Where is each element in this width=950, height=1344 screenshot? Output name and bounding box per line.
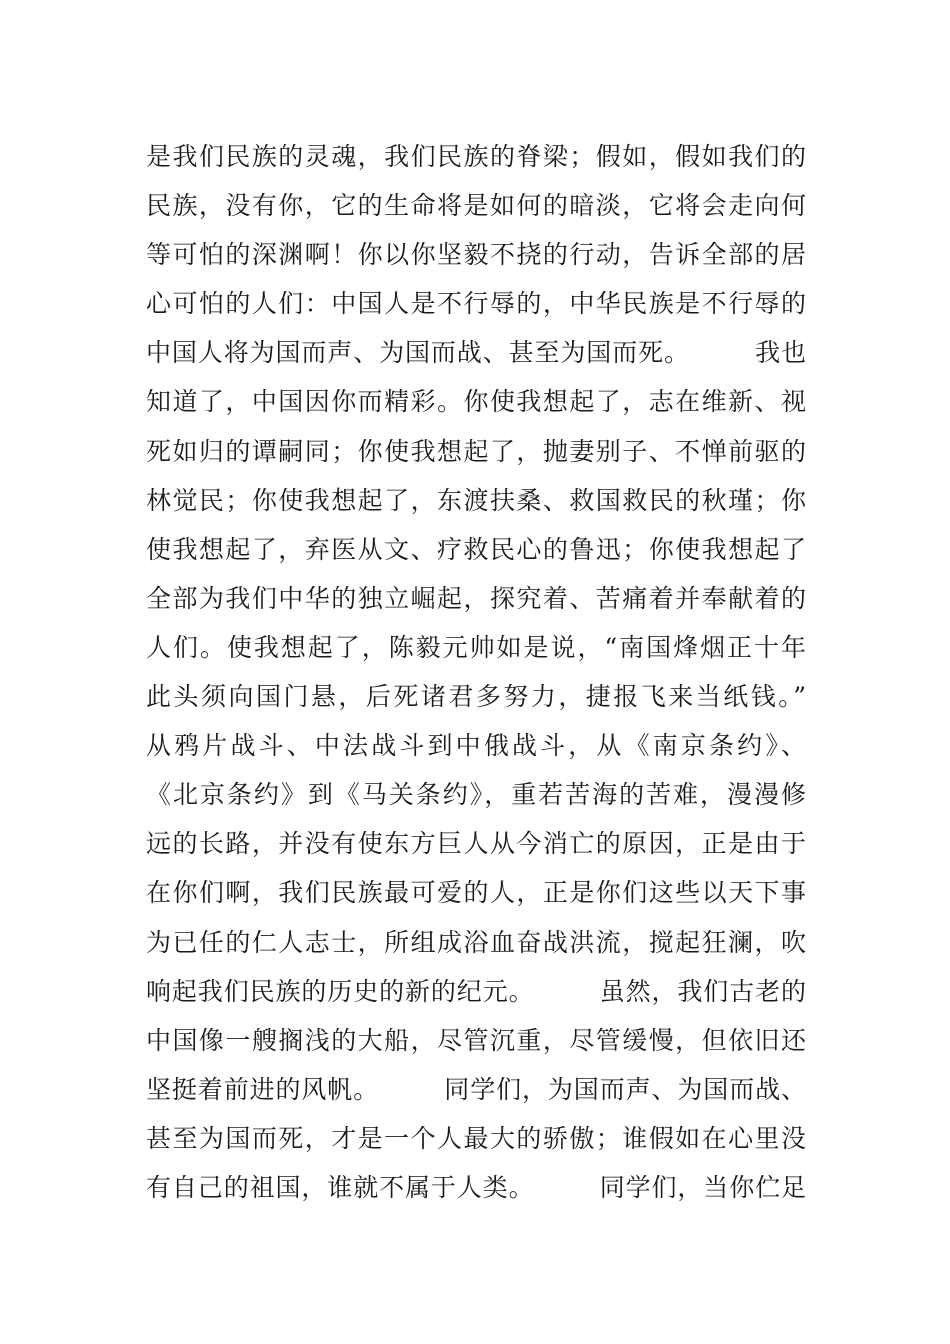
text-line: 林觉民；你使我想起了，东渡扶桑、救国救民的秋瑾；你 (146, 485, 806, 515)
text-line: 有自己的祖国，谁就不属于人类。 同学们，当你伫足 (146, 1172, 806, 1202)
text-line: 使我想起了，弃医从文、疗救民心的鲁迅；你使我想起了 (146, 534, 806, 564)
text-line: 死如归的谭嗣同；你使我想起了，抛妻别子、不惮前驱的 (146, 436, 806, 466)
text-line: 民族，没有你，它的生命将是如何的暗淡，它将会走向何 (146, 191, 806, 221)
text-line: 中国像一艘搁浅的大船，尽管沉重，尽管缓慢，但依旧还 (146, 1025, 806, 1055)
text-line: 坚挺着前进的风帆。 同学们，为国而声、为国而战、 (146, 1074, 806, 1104)
text-line: 甚至为国而死，才是一个人最大的骄傲；谁假如在心里没 (146, 1123, 806, 1153)
text-line: 从鸦片战斗、中法战斗到中俄战斗，从《南京条约》、 (146, 731, 806, 761)
text-line: 知道了，中国因你而精彩。你使我想起了，志在维新、视 (146, 387, 806, 417)
text-line: 全部为我们中华的独立崛起，探究着、苦痛着并奉献着的 (146, 583, 806, 613)
text-line: 响起我们民族的历史的新的纪元。 虽然，我们古老的 (146, 976, 806, 1006)
text-line: 等可怕的深渊啊！你以你坚毅不挠的行动，告诉全部的居 (146, 240, 806, 270)
text-line: 为已任的仁人志士，所组成浴血奋战洪流，搅起狂澜，吹 (146, 927, 806, 957)
text-line: 远的长路，并没有使东方巨人从今消亡的原因，正是由于 (146, 829, 806, 859)
text-line: 心可怕的人们：中国人是不行辱的，中华民族是不行辱的 (146, 289, 806, 319)
text-line: 中国人将为国而声、为国而战、甚至为国而死。 我也 (146, 338, 806, 368)
body-text (146, 132, 806, 1212)
text-line: 《北京条约》到《马关条约》，重若苦海的苦难，漫漫修 (146, 780, 806, 810)
text-line: 此头须向国门悬，后死诸君多努力，捷报飞来当纸钱。” (146, 682, 806, 712)
text-line: 在你们啊，我们民族最可爱的人，正是你们这些以天下事 (146, 878, 806, 908)
text-line: 人们。使我想起了，陈毅元帅如是说，“南国烽烟正十年 (146, 632, 806, 662)
text-line: 是我们民族的灵魂，我们民族的脊梁；假如，假如我们的 (146, 142, 806, 171)
